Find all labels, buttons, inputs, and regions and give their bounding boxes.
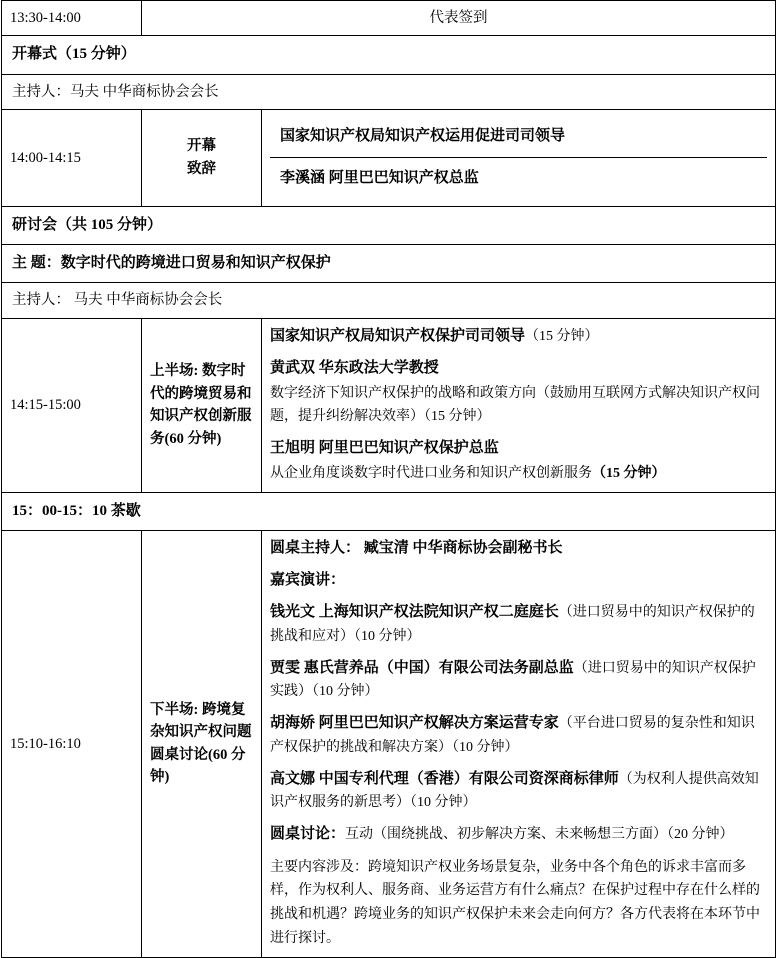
second-half-time: 15:10-16:10 [2,530,142,957]
first-half-item-2 [270,357,767,428]
opening-label-line1: 开幕 [187,138,216,155]
guest-speech-heading [270,569,767,592]
table-row-first-half [2,318,776,492]
speaker-item-3 [270,712,767,759]
speaker-2-note: （进口贸易中的知识产权保护实践）（10 分钟） [270,660,756,700]
first-half-item-3 [270,437,767,486]
speaker-2-line [270,657,767,704]
speaker-4-name: 高文娜 中国专利代理（香港）有限公司资深商标律师 [270,770,619,787]
speaker-item-1 [270,601,767,648]
roundtable-description [270,856,767,951]
first-half-item-2-title: 黄武双 华东政法大学教授 [270,359,439,376]
first-half-item-1-note: （15 分钟） [525,328,599,344]
speaker-item-4 [270,768,767,815]
table-row-tea-break [2,492,776,530]
speaker-4-note: （为权利人提供高效知识产权服务的新思考）（10 分钟） [270,771,759,811]
opening-header: 开幕式（15 分钟） [2,36,776,74]
roundtable-host-label: 圆桌主持人： [270,539,361,556]
speaker-1-note: （进口贸易中的知识产权保护的挑战和应对）（10 分钟） [270,605,755,644]
table-row-seminar-theme [2,244,776,282]
roundtable-discussion-line [270,823,767,846]
agenda-table [1,0,776,958]
roundtable-host [270,537,767,560]
table-row-opening-host [2,74,776,109]
first-half-item-3-sub-text: 从企业角度谈数字时代进口业务和知识产权创新服务 [270,466,592,482]
speaker-3-name: 胡海娇 阿里巴巴知识产权解决方案运营专家 [270,715,559,732]
roundtable-discussion [270,823,767,846]
table-row-signin [2,1,776,36]
roundtable-host-name: 臧宝清 中华商标协会副秘书长 [363,539,563,556]
first-half-item-3-sub-duration: （15 分钟） [592,466,666,482]
signin-time: 13:30-14:00 [2,1,142,36]
roundtable-host-line [270,537,767,560]
table-row-second-half [2,530,776,957]
speaker-3-line [270,712,767,759]
first-half-item-1-title [270,325,767,348]
roundtable-discussion-topic: 互动（围绕挑战、初步解决方案、未来畅想三方面）（20 分钟） [345,827,734,843]
opening-host: 主持人：马夫 中华商标协会会长 [2,74,776,109]
opening-time: 14:00-14:15 [2,110,142,207]
table-row-opening-header [2,36,776,74]
opening-item-1: 国家知识产权局知识产权运用促进司司领导 [270,116,767,158]
second-half-content [262,530,776,957]
table-row-opening [2,110,776,207]
roundtable-discussion-label: 圆桌讨论： [270,826,346,843]
opening-items [262,110,776,207]
signin-title: 代表签到 [142,1,776,36]
speaker-3-note: （平台进口贸易的复杂性和知识产权保护的挑战和解决方案）（10 分钟） [270,716,755,755]
opening-label [142,110,262,207]
speaker-1-name: 钱光文 上海知识产权法院知识产权二庭庭长 [270,604,559,621]
speaker-1-line [270,601,767,648]
first-half-content [262,318,776,492]
table-row-seminar-header [2,206,776,244]
seminar-host: 主持人： 马夫 中华商标协会会长 [2,283,776,318]
table-row-seminar-host [2,283,776,318]
opening-item-2: 李溪涵 阿里巴巴知识产权总监 [280,170,479,187]
second-half-label: 下半场: 跨境复杂知识产权问题圆桌讨论(60 分钟) [142,530,262,957]
seminar-theme: 主 题：数字时代的跨境进口贸易和知识产权保护 [2,244,776,282]
first-half-item-2-sub: 数字经济下知识产权保护的战略和政策方向（鼓励用互联网方式解决知识产权问题，提升纠纷解决效率）（15 分钟） [270,386,760,424]
guest-speech-label: 嘉宾演讲： [270,572,346,589]
speaker-2-name: 贾雯 惠氏营养品（中国）有限公司法务副总监 [270,659,574,676]
speaker-item-2 [270,657,767,704]
first-half-item-1 [270,325,767,348]
first-half-time: 14:15-15:00 [2,318,142,492]
first-half-item-1-name: 国家知识产权局知识产权保护司司领导 [270,327,526,344]
speaker-4-line [270,768,767,815]
first-half-label: 上半场: 数字时代的跨境贸易和知识产权创新服务(60 分钟) [142,318,262,492]
opening-label-line2: 致辞 [187,160,216,177]
first-half-item-3-sub [270,463,767,485]
tea-break: 15：00-15：10 茶歇 [2,492,776,530]
first-half-item-3-title: 王旭明 阿里巴巴知识产权保护总监 [270,439,499,456]
roundtable-description-text: 主要内容涉及：跨境知识产权业务场景复杂，业务中各个角色的诉求丰富而多样，作为权利人、服务商、业务运营方有什么痛点？在保护过程中存在什么样的挑战和机遇？跨境业务的知识产权保护未来会走向何方？各方代表将在本环节中进行探讨。 [270,859,760,946]
seminar-header: 研讨会（共 105 分钟） [2,206,776,244]
